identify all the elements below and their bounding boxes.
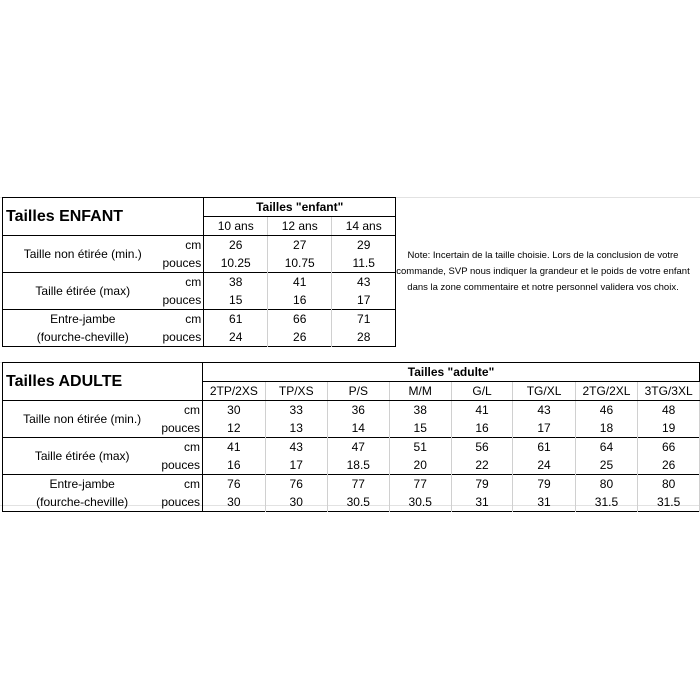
table-cell: 64 xyxy=(575,438,638,457)
table-cell: 26 xyxy=(638,456,700,475)
table-cell: 30.5 xyxy=(327,493,389,512)
table-cell: 48 xyxy=(638,401,700,420)
unit-label: cm xyxy=(163,273,204,292)
table-cell: 14 xyxy=(327,419,389,438)
table-cell: 47 xyxy=(327,438,389,457)
table-cell: 16 xyxy=(203,456,266,475)
table-cell: 77 xyxy=(327,475,389,494)
size-header: 12 ans xyxy=(268,217,332,236)
table-cell: 13 xyxy=(265,419,327,438)
adulte-size-table xyxy=(2,362,700,512)
enfant-size-table xyxy=(2,197,396,347)
table-cell: 66 xyxy=(638,438,700,457)
size-header: 2TP/2XS xyxy=(203,382,266,401)
table-cell: 30.5 xyxy=(389,493,451,512)
table-cell: 12 xyxy=(203,419,266,438)
table-cell: 29 xyxy=(332,236,396,255)
adulte-header: Tailles "adulte" xyxy=(203,363,700,382)
table-cell: 61 xyxy=(204,310,268,329)
unit-label: cm xyxy=(163,310,204,329)
table-cell: 20 xyxy=(389,456,451,475)
table-cell: 17 xyxy=(332,291,396,310)
table-cell: 18.5 xyxy=(327,456,389,475)
row-label: Taille non étirée (min.) xyxy=(23,412,142,426)
table-cell: 31.5 xyxy=(638,493,700,512)
table-cell: 22 xyxy=(451,456,513,475)
table-cell: 43 xyxy=(513,401,575,420)
table-cell: 31.5 xyxy=(575,493,638,512)
table-cell: 56 xyxy=(451,438,513,457)
table-cell: 10.75 xyxy=(268,254,332,273)
row-label: Taille étirée (max) xyxy=(3,438,162,475)
unit-label: cm xyxy=(163,236,204,255)
table-cell: 80 xyxy=(638,475,700,494)
table-cell: 24 xyxy=(204,328,268,347)
table-cell: 18 xyxy=(575,419,638,438)
row-label-line1: Entre-jambe xyxy=(3,475,162,494)
unit-label: pouces xyxy=(161,493,202,512)
unit-label: cm xyxy=(161,401,202,420)
unit-label: cm xyxy=(161,475,202,494)
table-cell: 76 xyxy=(265,475,327,494)
table-cell: 33 xyxy=(265,401,327,420)
table-cell: 71 xyxy=(332,310,396,329)
table-cell: 30 xyxy=(203,493,266,512)
enfant-header: Tailles "enfant" xyxy=(204,198,396,217)
table-cell: 11.5 xyxy=(332,254,396,273)
table-cell: 79 xyxy=(513,475,575,494)
unit-label: cm xyxy=(161,438,202,457)
table-cell: 28 xyxy=(332,328,396,347)
table-cell: 15 xyxy=(389,419,451,438)
table-cell: 19 xyxy=(638,419,700,438)
table-cell: 25 xyxy=(575,456,638,475)
table-cell: 76 xyxy=(203,475,266,494)
table-cell: 43 xyxy=(265,438,327,457)
size-header: M/M xyxy=(389,382,451,401)
row-label-line2: (fourche-cheville) xyxy=(36,495,129,509)
table-cell: 41 xyxy=(451,401,513,420)
row-label-line2: (fourche-cheville) xyxy=(36,330,129,344)
table-cell: 30 xyxy=(265,493,327,512)
size-header: TG/XL xyxy=(513,382,575,401)
table-cell: 61 xyxy=(513,438,575,457)
size-note: Note: Incertain de la taille choisie. Lors de la conclusion de votre commande, SVP nous indiquer la grandeur et le poids de votre enfant dans la zone commentaire et notre personnel validera vos choix. xyxy=(396,250,690,293)
table-cell: 38 xyxy=(389,401,451,420)
table-cell: 31 xyxy=(451,493,513,512)
table-cell: 15 xyxy=(204,291,268,310)
unit-label: pouces xyxy=(163,291,204,310)
table-cell: 43 xyxy=(332,273,396,292)
row-label-line1: Entre-jambe xyxy=(3,310,163,329)
table-cell: 24 xyxy=(513,456,575,475)
table-cell: 16 xyxy=(451,419,513,438)
table-cell: 51 xyxy=(389,438,451,457)
table-cell: 27 xyxy=(268,236,332,255)
table-cell: 38 xyxy=(204,273,268,292)
row-label: Taille non étirée (min.) xyxy=(23,247,142,261)
unit-label: pouces xyxy=(161,419,202,438)
size-header: G/L xyxy=(451,382,513,401)
table-cell: 31 xyxy=(513,493,575,512)
table-cell: 26 xyxy=(268,328,332,347)
table-cell: 66 xyxy=(268,310,332,329)
size-header: 14 ans xyxy=(332,217,396,236)
table-cell: 17 xyxy=(265,456,327,475)
size-header: 10 ans xyxy=(204,217,268,236)
adulte-title: Tailles ADULTE xyxy=(3,363,203,401)
enfant-title: Tailles ENFANT xyxy=(3,198,204,236)
table-cell: 46 xyxy=(575,401,638,420)
row-label: Taille étirée (max) xyxy=(3,273,163,310)
table-cell: 26 xyxy=(204,236,268,255)
size-header: P/S xyxy=(327,382,389,401)
table-cell: 16 xyxy=(268,291,332,310)
table-cell: 77 xyxy=(389,475,451,494)
table-cell: 41 xyxy=(203,438,266,457)
size-header: 2TG/2XL xyxy=(575,382,638,401)
table-cell: 79 xyxy=(451,475,513,494)
table-cell: 10.25 xyxy=(204,254,268,273)
table-cell: 17 xyxy=(513,419,575,438)
unit-label: pouces xyxy=(163,254,204,273)
size-header: TP/XS xyxy=(265,382,327,401)
table-cell: 36 xyxy=(327,401,389,420)
unit-label: pouces xyxy=(163,328,204,347)
table-cell: 80 xyxy=(575,475,638,494)
size-header: 3TG/3XL xyxy=(638,382,700,401)
table-cell: 30 xyxy=(203,401,266,420)
unit-label: pouces xyxy=(161,456,202,475)
table-cell: 41 xyxy=(268,273,332,292)
